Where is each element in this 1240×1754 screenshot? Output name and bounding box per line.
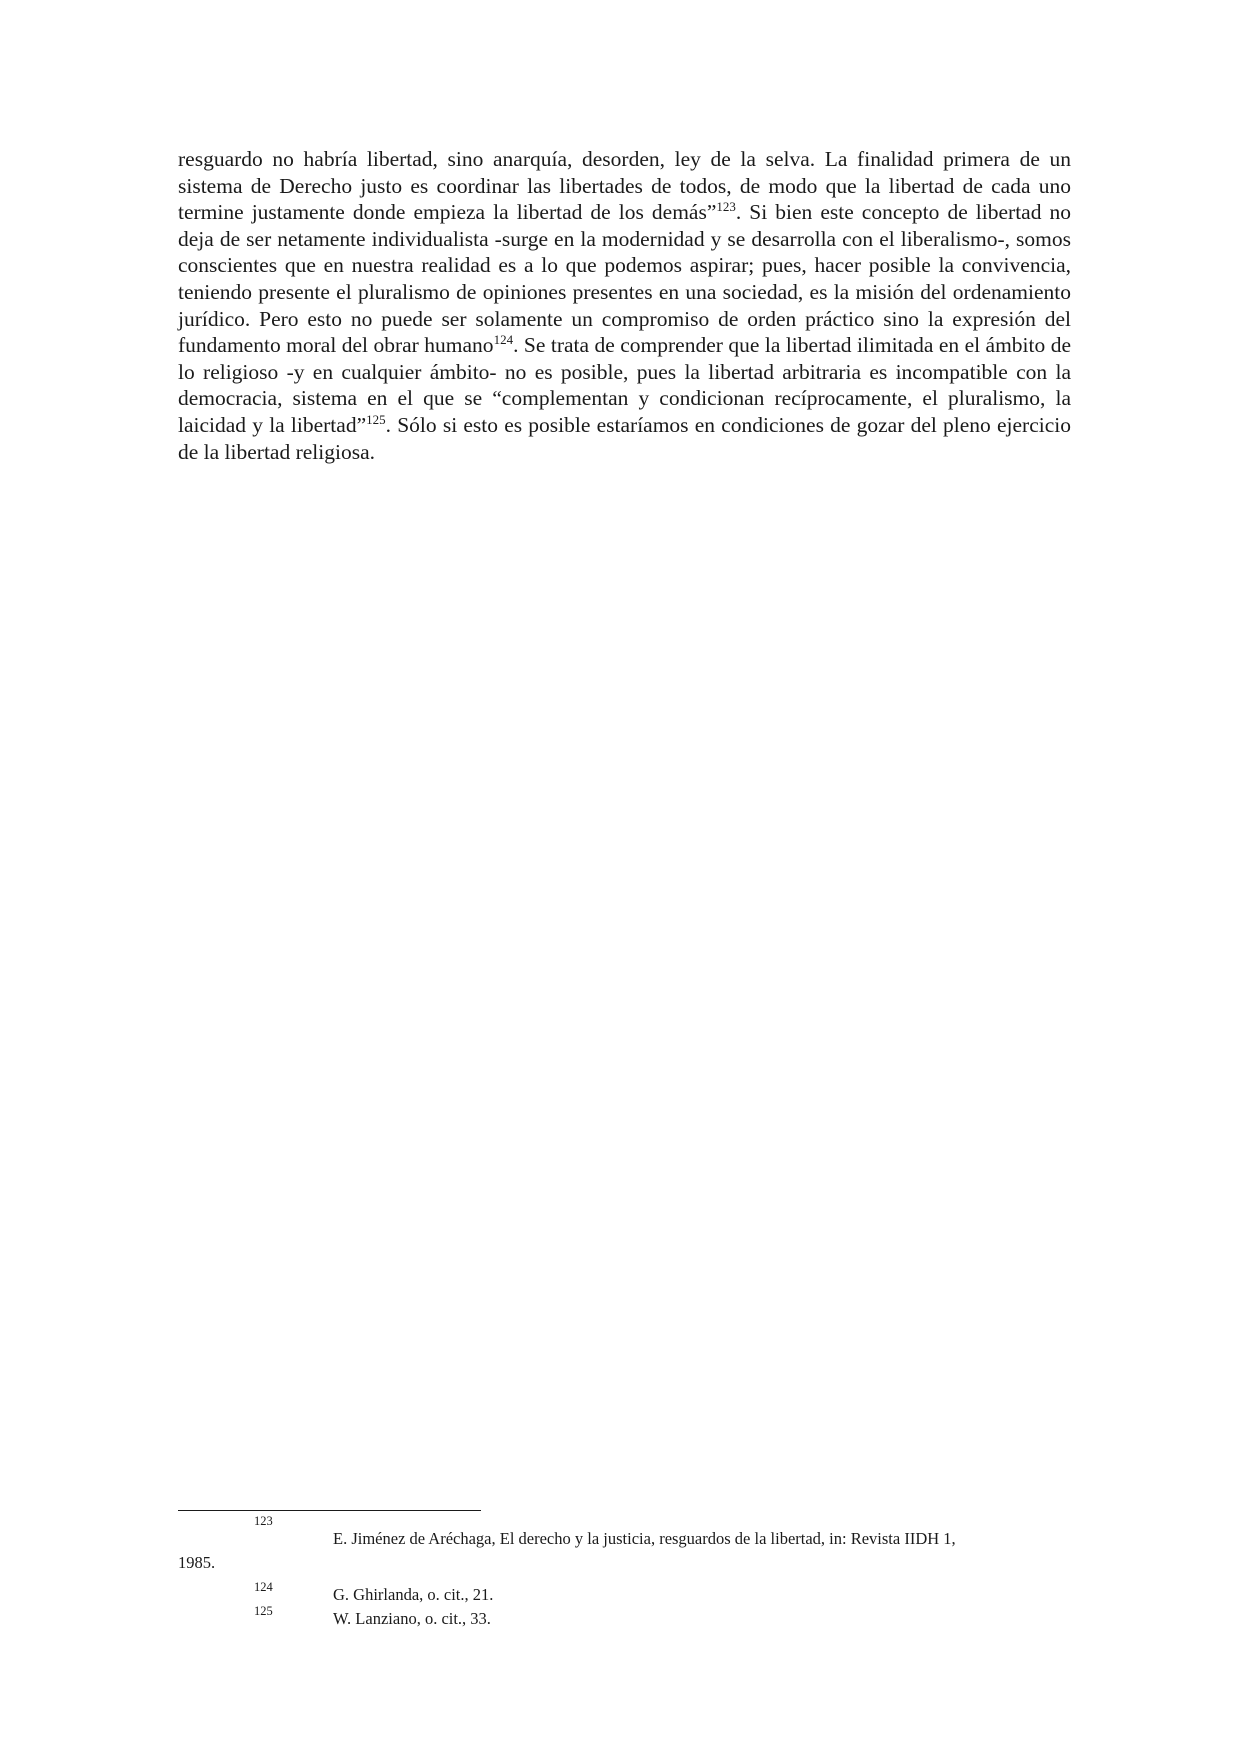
footnote-separator bbox=[178, 1510, 481, 1511]
footnote-text: W. Lanziano, o. cit., 33. bbox=[333, 1609, 491, 1628]
footnote-text-continuation: 1985. bbox=[178, 1553, 216, 1572]
body-text-segment-1: resguardo no habría libertad, sino anarquía, desorden, ley de la selva. La finalidad primera de un sistema de Derecho justo es coordinar las libertades de todos, de modo que la libertad de cada uno termine justamente donde empieza la libertad de los demás” bbox=[178, 147, 1071, 225]
footnote-number: 123 bbox=[254, 1514, 273, 1528]
footnote-text: G. Ghirlanda, o. cit., 21. bbox=[333, 1585, 494, 1604]
body-paragraph bbox=[178, 146, 1071, 465]
body-text-segment-3: . Se trata de comprender que la libertad ilimitada en el ámbito de lo religioso -y en cualquier ámbito- no es posible, pues la libertad arbitraria es incompatible con la democracia, sistema en el que se “complementan y condicionan recíprocamente, el pluralismo, la laicidad y la libertad” bbox=[178, 333, 1071, 437]
footnote-text: E. Jiménez de Aréchaga, El derecho y la justicia, resguardos de la libertad, in: Revista IIDH 1, bbox=[333, 1529, 956, 1548]
body-text-segment-4: . Sólo si esto es posible estaríamos en condiciones de gozar del pleno ejercicio de la libertad religiosa. bbox=[178, 412, 1071, 464]
footnote-number: 124 bbox=[254, 1580, 273, 1594]
footnote-number: 125 bbox=[254, 1604, 273, 1618]
footnote-ref-123[interactable]: 123 bbox=[716, 199, 736, 215]
body-text-segment-2: . Si bien este concepto de libertad no deja de ser netamente individualista -surge en la modernidad y se desarrolla con el liberalismo-, somos conscientes que en nuestra realidad es a lo que podemos aspirar; pues, hacer posible la convivencia, teniendo presente el pluralismo de opiniones presentes en una sociedad, es la misión del ordenamiento jurídico. Pero esto no puede ser solamente un compromiso de orden práctico sino la expresión del fundamento moral del obrar humano bbox=[178, 200, 1072, 358]
footnote-ref-125[interactable]: 125 bbox=[366, 411, 386, 427]
footnotes bbox=[178, 1514, 1071, 1632]
footnote-123 bbox=[178, 1514, 1071, 1572]
footnote-124 bbox=[178, 1580, 1071, 1608]
footnote-ref-124[interactable]: 124 bbox=[493, 332, 514, 348]
footnote-125 bbox=[178, 1604, 1071, 1632]
